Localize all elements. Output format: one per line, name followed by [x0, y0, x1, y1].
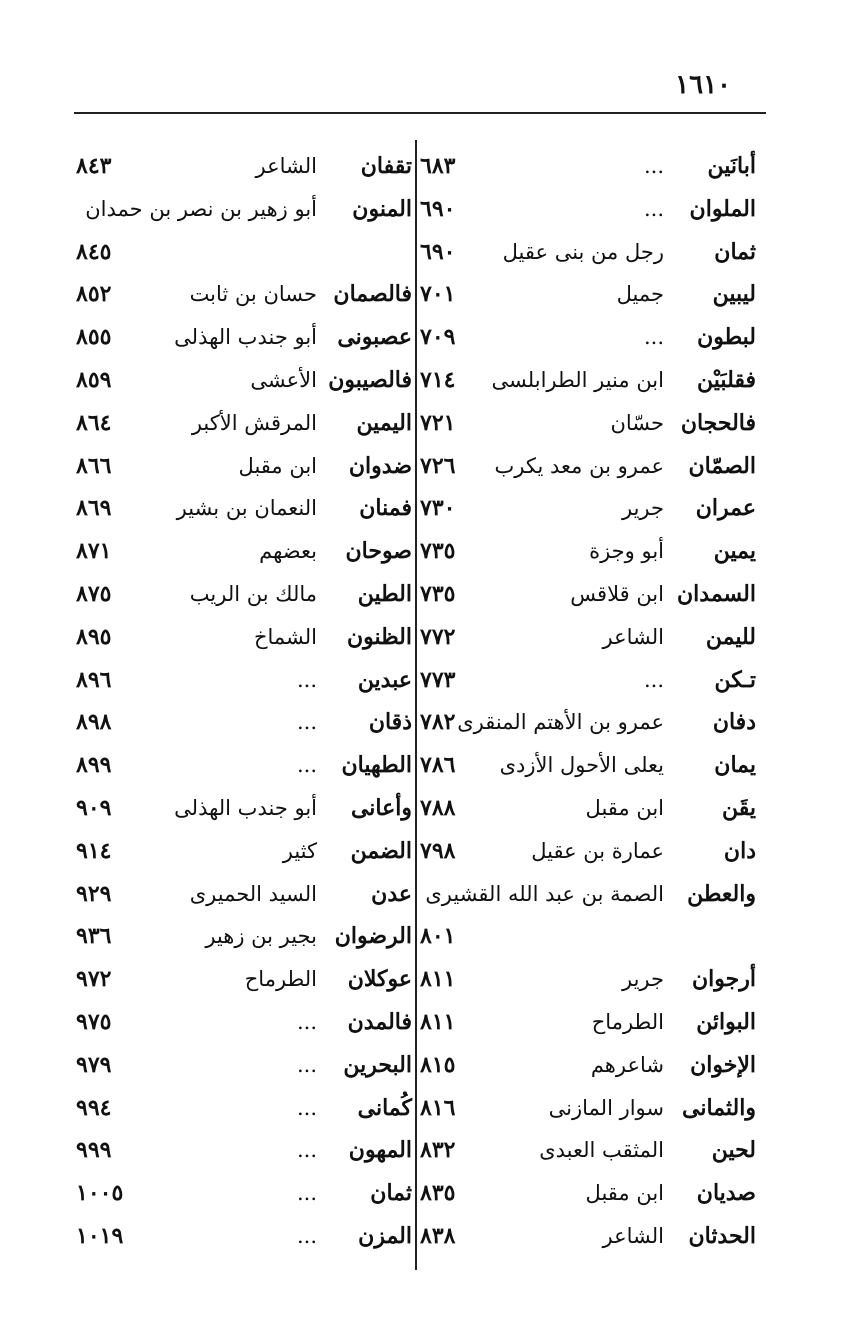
poet-name: ابن منير الطرابلسى	[491, 367, 664, 392]
index-entry	[420, 188, 756, 231]
rhyme-word: ذقان	[368, 709, 412, 736]
rhyme-word: لليمن	[705, 623, 756, 650]
page-ref: ٨٤٣	[76, 153, 112, 179]
poet-name: ...	[296, 1009, 317, 1034]
page-ref: ٨٥٥	[76, 324, 112, 351]
index-entry	[420, 1044, 756, 1087]
index-entry	[76, 487, 412, 530]
rhyme-word: تـكن	[714, 666, 756, 693]
poet-name: جميل	[616, 282, 664, 307]
rhyme-word: والثمانى	[682, 1094, 756, 1121]
page-ref: ٦٩٠	[420, 195, 456, 222]
rhyme-word: فالصيبون	[328, 366, 412, 393]
rhyme-word: فقلبَيْن	[697, 366, 756, 393]
page-ref: ٦٨٣	[420, 153, 456, 179]
rhyme-word: دان	[723, 837, 756, 864]
page-ref: ٨٩٥	[76, 623, 112, 650]
index-entry	[76, 1215, 412, 1258]
poet-name: الطرماح	[244, 967, 317, 992]
rhyme-word: والعطن	[687, 880, 756, 907]
rhyme-word: يمان	[714, 752, 756, 779]
poet-name: الشاعر	[255, 154, 317, 178]
rhyme-word: عبدين	[357, 666, 412, 693]
page-ref: ٧٠٩	[420, 324, 456, 351]
page-ref: ٨١٥	[420, 1051, 456, 1078]
poet-name: ...	[643, 196, 664, 221]
rhyme-word: الطهيان	[341, 752, 412, 779]
index-entry	[76, 231, 412, 274]
page-ref: ٨٧٥	[76, 580, 112, 607]
page-ref: ٧٢٦	[420, 452, 456, 479]
poet-name: ...	[296, 1095, 317, 1120]
index-entry	[420, 445, 756, 488]
poet-name: بجير بن زهير	[205, 924, 317, 949]
poet-name: السيد الحميرى	[189, 881, 317, 906]
index-entry	[420, 530, 756, 573]
index-entry	[76, 873, 412, 916]
page-ref: ٨٦٦	[76, 452, 112, 479]
index-entry	[420, 145, 756, 188]
index-entry	[76, 445, 412, 488]
index-entry	[420, 830, 756, 873]
index-entry	[76, 573, 412, 616]
page-ref: ٩٧٢	[76, 966, 112, 993]
page-ref: ٧٣٠	[420, 495, 456, 522]
rhyme-word: المزن	[358, 1222, 412, 1249]
page-number: ١٦١٠	[675, 70, 731, 100]
page-ref: ١٠٠٥	[76, 1180, 124, 1207]
poet-name: ...	[296, 1223, 317, 1248]
page-ref: ٨٤٥	[76, 238, 112, 265]
page-ref: ٧٨٦	[420, 752, 456, 779]
index-entry	[420, 701, 756, 744]
rhyme-word: المهون	[348, 1137, 412, 1164]
poet-name: أبو جندب الهذلى	[174, 795, 317, 820]
rhyme-word: الظنون	[346, 623, 412, 650]
rhyme-word: صوحان	[345, 538, 412, 565]
rhyme-word: ثمان	[714, 238, 756, 265]
index-entry	[420, 744, 756, 787]
rhyme-word: الطين	[357, 580, 412, 607]
poet-name: المرقش الأكبر	[191, 410, 317, 435]
index-entry	[76, 145, 412, 188]
page-ref: ٨٣٢	[420, 1137, 456, 1164]
poet-name: الصمة بن عبد الله القشيرى	[425, 881, 664, 906]
poet-name: ابن مقبل	[585, 1181, 664, 1206]
page-ref: ٦٩٠	[420, 238, 456, 265]
rhyme-word: ثمان	[370, 1180, 412, 1207]
rhyme-word: الصمّان	[688, 452, 756, 479]
poet-name: حسان بن ثابت	[189, 282, 317, 307]
page-ref: ٩٧٥	[76, 1008, 112, 1035]
index-entry	[76, 530, 412, 573]
index-entry	[420, 316, 756, 359]
rhyme-word: البحرين	[343, 1051, 412, 1078]
rhyme-word: ليبين	[712, 281, 756, 308]
index-entry	[76, 915, 412, 958]
index-entry	[420, 273, 756, 316]
header-rule	[74, 112, 766, 114]
index-entry	[76, 958, 412, 1001]
rhyme-word: لبطون	[697, 324, 756, 351]
index-entry	[420, 1172, 756, 1215]
poet-name: رجل من بنى عقيل	[502, 239, 664, 264]
index-entry	[76, 744, 412, 787]
poet-name: ابن مقبل	[585, 795, 664, 820]
index-entry	[420, 787, 756, 830]
rhyme-word: يقَن	[722, 794, 756, 821]
poet-name: الشاعر	[602, 624, 664, 649]
rhyme-word: ضدوان	[348, 452, 412, 479]
poet-name: حسّان	[610, 410, 664, 435]
rhyme-word: الحدثان	[688, 1222, 756, 1249]
index-entry	[76, 616, 412, 659]
index-entry	[76, 1001, 412, 1044]
rhyme-word: البوائن	[696, 1008, 756, 1035]
page-ref: ٧٧٢	[420, 623, 456, 650]
index-entry	[420, 915, 756, 958]
rhyme-word: الضمن	[350, 837, 412, 864]
page-ref: ٨٦٩	[76, 495, 112, 522]
column-divider	[415, 140, 417, 1270]
page-ref: ٩٩٩	[76, 1137, 112, 1164]
rhyme-word: السمدان	[677, 580, 756, 607]
rhyme-word: فمنان	[359, 495, 412, 522]
rhyme-word: دفان	[712, 709, 756, 736]
poet-name: ...	[643, 154, 664, 178]
poet-name: جرير	[622, 967, 664, 992]
page-ref: ٩١٤	[76, 837, 112, 864]
poet-name: الشاعر	[602, 1223, 664, 1248]
index-entry	[420, 487, 756, 530]
poet-name: الشماخ	[253, 624, 317, 649]
rhyme-word: عمران	[695, 495, 756, 522]
rhyme-word: المنون	[352, 195, 412, 222]
index-entry	[76, 659, 412, 702]
rhyme-word: لحين	[711, 1137, 756, 1164]
page-ref: ١٠١٩	[76, 1222, 124, 1249]
page-ref: ٨٣٥	[420, 1180, 456, 1207]
poet-name: عمارة بن عقيل	[531, 838, 664, 863]
index-entry	[420, 1215, 756, 1258]
rhyme-word: الملوان	[689, 195, 756, 222]
poet-name: مالك بن الريب	[189, 581, 317, 606]
index-entry	[76, 701, 412, 744]
index-entry	[76, 1087, 412, 1130]
index-entry	[76, 188, 412, 231]
page-ref: ٧٣٥	[420, 580, 456, 607]
index-entry	[76, 402, 412, 445]
poet-name: ...	[296, 1181, 317, 1206]
page-ref: ٩٧٩	[76, 1051, 112, 1078]
poet-name: يعلى الأحول الأزدى	[499, 753, 664, 778]
index-entry	[76, 787, 412, 830]
poet-name: عمرو بن الأهتم المنقرى	[457, 710, 664, 735]
page-ref: ٨٩٦	[76, 666, 112, 693]
poet-name: النعمان بن بشير	[176, 496, 317, 521]
index-entry	[420, 402, 756, 445]
page-ref: ٧٢١	[420, 409, 456, 436]
poet-name: ...	[296, 1138, 317, 1163]
poet-name: أبو وجزة	[589, 539, 664, 564]
page-ref: ٨١٦	[420, 1094, 456, 1121]
index-entry	[420, 573, 756, 616]
page-ref: ٨٠١	[420, 923, 456, 950]
page-ref: ٧٨٢	[420, 709, 456, 736]
rhyme-word: عصبونى	[337, 324, 412, 351]
poet-name: ...	[296, 1052, 317, 1077]
rhyme-word: أرجوان	[692, 966, 756, 993]
page-ref: ٩٣٦	[76, 923, 112, 950]
page-ref: ٨٩٨	[76, 709, 112, 736]
index-entry	[420, 616, 756, 659]
poet-name: ابن قلاقس	[570, 581, 664, 606]
index-entry	[420, 873, 756, 916]
page-ref: ٨٩٩	[76, 752, 112, 779]
poet-name: شاعرهم	[590, 1052, 664, 1077]
rhyme-word: الإخوان	[690, 1051, 756, 1078]
poet-name: ...	[296, 667, 317, 692]
poet-name: ...	[643, 667, 664, 692]
rhyme-word: كُمانى	[357, 1094, 412, 1121]
page-ref: ٩٢٩	[76, 880, 112, 907]
rhyme-word: الرضوان	[334, 923, 412, 950]
page-ref: ٧٠١	[420, 281, 456, 308]
rhyme-word: عدن	[371, 880, 412, 907]
index-entry	[420, 1129, 756, 1172]
page-ref: ٩٠٩	[76, 794, 112, 821]
index-entry	[420, 659, 756, 702]
page-ref: ٨٧١	[76, 538, 112, 565]
page-ref: ٨١١	[420, 966, 456, 993]
index-entry	[76, 273, 412, 316]
poet-name: أبو جندب الهذلى	[174, 325, 317, 350]
index-entry	[420, 1001, 756, 1044]
poet-name: ابن مقبل	[238, 453, 317, 478]
poet-name: جرير	[622, 496, 664, 521]
index-entry	[420, 1087, 756, 1130]
rhyme-word: فالمدن	[347, 1008, 412, 1035]
poet-name: ...	[296, 710, 317, 735]
page-ref: ٧٨٨	[420, 794, 456, 821]
index-entry	[76, 359, 412, 402]
poet-name: عمرو بن معد يكرب	[494, 453, 664, 478]
poet-name: الأعشى	[250, 367, 317, 392]
rhyme-word: يمين	[713, 538, 756, 565]
right-column	[420, 145, 756, 1258]
poet-name: الطرماح	[591, 1009, 664, 1034]
page-ref: ٨١١	[420, 1008, 456, 1035]
poet-name: سوار المازنى	[548, 1095, 664, 1120]
page-ref: ٨٥٢	[76, 281, 112, 308]
page-ref: ٨٥٩	[76, 366, 112, 393]
index-entry	[76, 1172, 412, 1215]
rhyme-word: أبانَين	[707, 153, 756, 179]
rhyme-word: تقفان	[360, 153, 412, 179]
index-entry	[76, 1129, 412, 1172]
rhyme-word: فالحجان	[680, 409, 756, 436]
rhyme-word: وأعانى	[350, 794, 412, 821]
page-ref: ٩٩٤	[76, 1094, 112, 1121]
page-ref: ٨٦٤	[76, 409, 112, 436]
index-entry	[76, 830, 412, 873]
index-entry	[420, 958, 756, 1001]
index-entry	[76, 1044, 412, 1087]
index-entry	[420, 359, 756, 402]
rhyme-word: اليمين	[356, 409, 412, 436]
rhyme-word: عوكلان	[347, 966, 412, 993]
page-ref: ٧٧٣	[420, 666, 456, 693]
poet-name: كثير	[282, 838, 317, 863]
rhyme-word: فالصمان	[333, 281, 412, 308]
poet-name: ...	[296, 753, 317, 778]
index-entry	[420, 231, 756, 274]
rhyme-word: صديان	[696, 1180, 756, 1207]
poet-name: بعضهم	[259, 539, 317, 564]
page-ref: ٧٣٥	[420, 538, 456, 565]
index-entry	[76, 316, 412, 359]
page-ref: ٧١٤	[420, 366, 456, 393]
poet-name: المثقب العبدى	[539, 1138, 664, 1163]
poet-name: أبو زهير بن نصر بن حمدان	[85, 196, 317, 221]
page-ref: ٨٣٨	[420, 1222, 456, 1249]
left-column	[76, 145, 412, 1258]
page-ref: ٧٩٨	[420, 837, 456, 864]
poet-name: ...	[643, 325, 664, 350]
